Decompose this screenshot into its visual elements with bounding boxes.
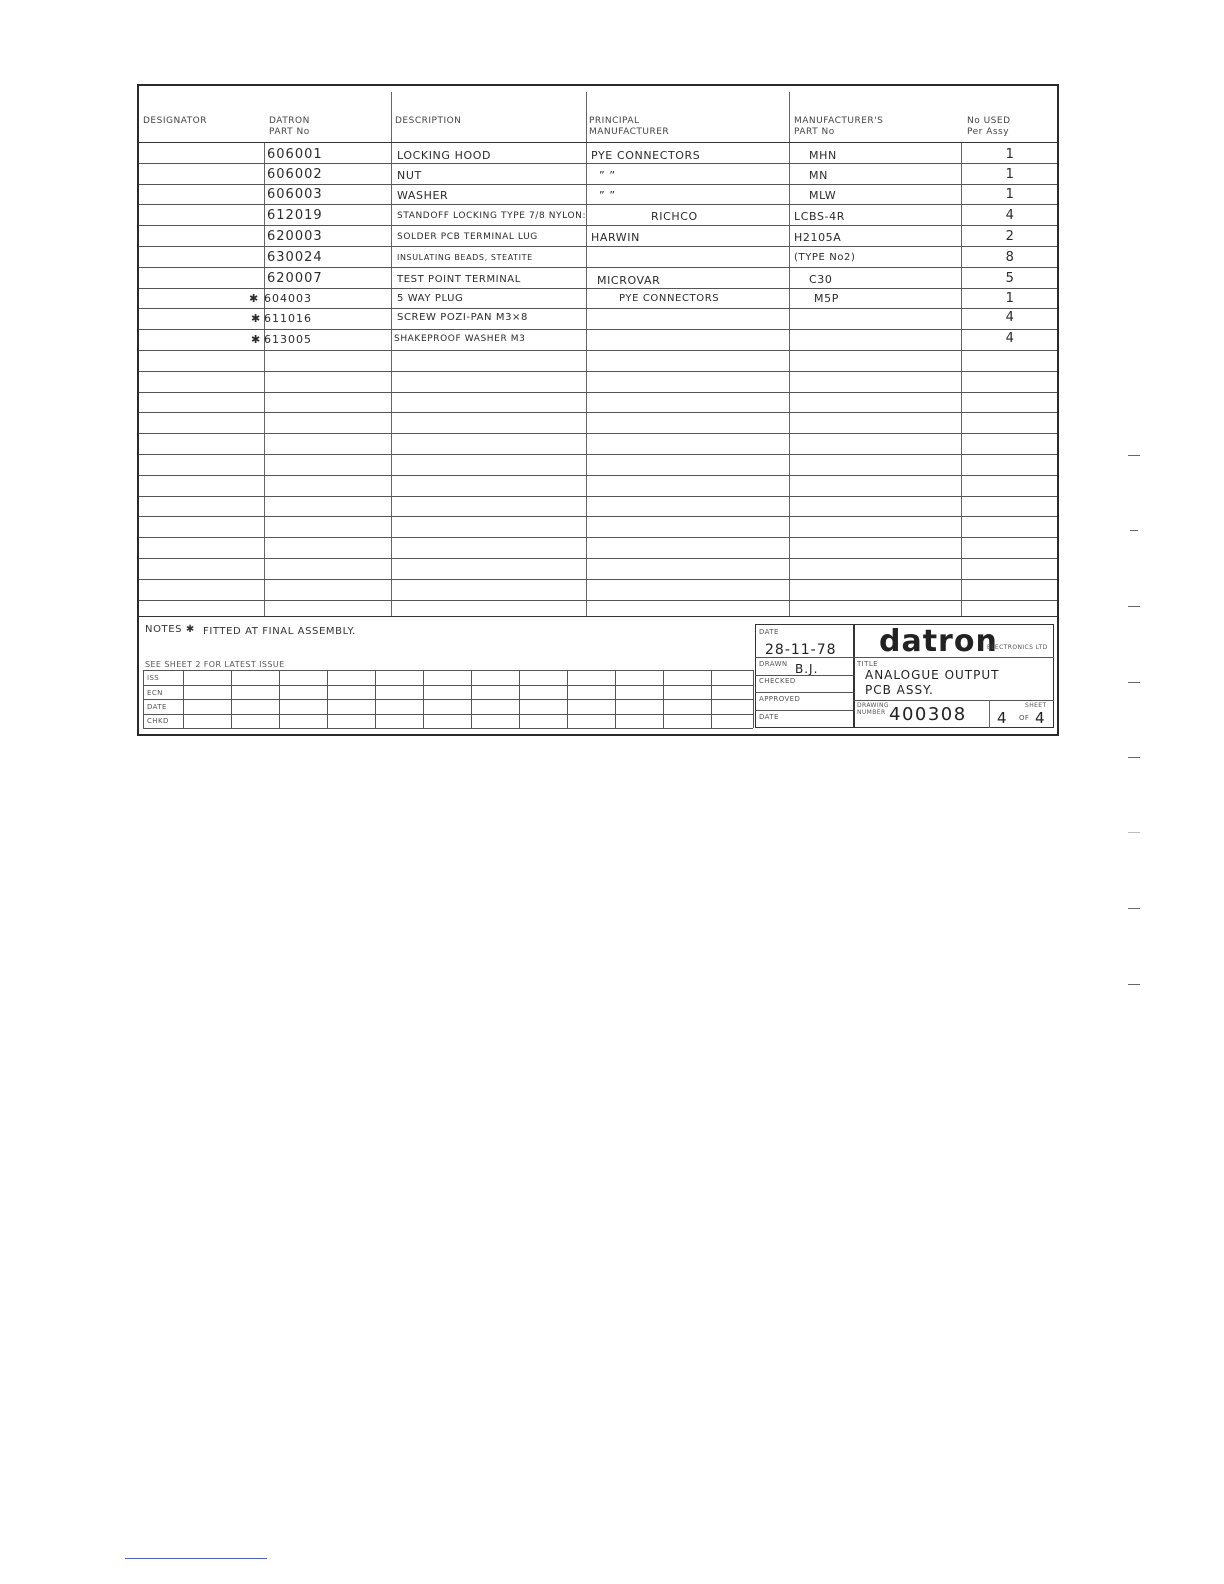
manufacturer-part-no: MN [809,169,828,182]
rev-label-date: DATE [147,703,167,711]
sheet-of: OF [1019,714,1030,722]
rev-grid-vline [423,670,424,728]
margin-tick [1128,682,1140,683]
designator-star: ✱ [251,312,261,325]
rev-grid-vline [615,670,616,728]
drawing-title-line1: ANALOGUE OUTPUT [865,668,1000,682]
date2-label: DATE [759,713,779,721]
part-description: INSULATING BEADS, STEATITE [397,253,533,262]
quantity-used: 4 [1005,331,1015,346]
datron-part-no: 606001 [267,147,323,162]
table-row-rule [139,475,1057,476]
table-row-rule [139,246,1057,247]
designator-star: ✱ [249,292,259,305]
quantity-used: 1 [1005,187,1015,202]
table-row-rule [139,579,1057,580]
header-designator: DESIGNATOR [143,116,207,126]
datron-part-no: 612019 [267,208,323,223]
datron-part-no: 613005 [264,333,312,346]
table-row-rule [139,537,1057,538]
rev-grid-hline [143,728,753,729]
datron-part-no: 630024 [267,250,323,265]
datron-part-no: 606003 [267,187,323,202]
quantity-used: 4 [1005,310,1015,325]
datron-part-no: 611016 [264,312,312,325]
logo-subtitle: ELECTRONICS LTD [987,644,1048,651]
part-description: SCREW POZI-PAN M3×8 [397,312,528,323]
manufacturer-part-no: (TYPE No2) [794,252,856,263]
quantity-used: 2 [1005,229,1015,244]
header-description: DESCRIPTION [395,116,462,126]
margin-tick [1128,832,1140,833]
quantity-used: 1 [1005,147,1015,162]
datron-part-no: 620007 [267,271,323,286]
principal-manufacturer: MICROVAR [597,274,661,287]
designator-star: ✱ [251,333,261,346]
quantity-used: 5 [1005,271,1015,286]
principal-manufacturer: PYE CONNECTORS [619,293,720,304]
principal-manufacturer: ” ” [599,189,616,202]
rev-grid-vline [279,670,280,728]
table-row-rule [139,350,1057,351]
title-block-divider [755,710,855,711]
margin-tick [1128,757,1140,758]
part-description: WASHER [397,189,449,202]
principal-manufacturer: PYE CONNECTORS [591,149,701,162]
rev-label-chkd: CHKD [147,717,169,725]
header-principal-manufacturer: PRINCIPAL MANUFACTURER [589,116,670,137]
table-row-rule [139,433,1057,434]
rev-grid-vline [231,670,232,728]
margin-tick [1128,908,1140,909]
datron-logo: datron [879,624,998,659]
revision-grid [143,670,753,730]
sheet-label: SHEET [1025,702,1047,709]
table-row-rule [139,516,1057,517]
drawing-title-line2: PCB ASSY. [865,683,934,697]
table-row-rule [139,454,1057,455]
quantity-used: 1 [1005,167,1015,182]
margin-tick [1128,984,1140,985]
rev-grid-hline [143,670,753,671]
header-manufacturer-part: MANUFACTURER'S PART No [794,116,884,137]
table-row-rule [139,267,1057,268]
sheet-total: 4 [1035,709,1046,727]
notes-label: NOTES ✱ [145,624,195,635]
header-rule [139,142,1057,143]
quantity-used: 4 [1005,208,1015,223]
title-block-divider [853,657,1054,658]
drawing-number-label: DRAWING NUMBER [857,702,889,716]
part-description: SOLDER PCB TERMINAL LUG [397,232,538,242]
table-row-rule [139,329,1057,330]
datron-part-no: 604003 [264,292,312,305]
manufacturer-part-no: LCBS-4R [794,210,845,223]
datron-part-no: 620003 [267,229,323,244]
rev-grid-vline [471,670,472,728]
part-description: 5 WAY PLUG [397,293,464,304]
rev-grid-vline [567,670,568,728]
manufacturer-part-no: C30 [809,273,833,286]
part-description: SHAKEPROOF WASHER M3 [394,334,526,344]
table-row-rule [139,204,1057,205]
title-block-divider [755,657,855,658]
manufacturer-part-no: H2105A [794,231,842,244]
table-row-rule [139,600,1057,601]
margin-tick [1128,455,1140,456]
rev-grid-vline [753,670,754,728]
principal-manufacturer: RICHCO [651,210,698,223]
date-label: DATE [759,628,779,636]
sheet-divider [989,700,990,728]
manufacturer-part-no: M5P [814,292,839,305]
drawn-value: B.J. [795,662,819,676]
table-row-rule [139,308,1057,309]
rev-grid-hline [143,699,753,700]
rev-grid-vline [327,670,328,728]
bottom-rule [125,1558,267,1559]
manufacturer-part-no: MLW [809,189,837,202]
sheet-number: 4 [997,709,1008,727]
approved-label: APPROVED [759,695,801,703]
drawn-label: DRAWN [759,660,788,668]
column-divider [264,142,265,616]
datron-part-no: 606002 [267,167,323,182]
rev-grid-vline [183,670,184,728]
drawing-number: 400308 [889,704,967,725]
rev-grid-vline [375,670,376,728]
part-description: NUT [397,169,422,182]
notes-text: FITTED AT FINAL ASSEMBLY. [203,626,356,637]
part-description: STANDOFF LOCKING TYPE 7/8 NYLON: [397,211,587,221]
rev-label-ecn: ECN [147,689,163,697]
principal-manufacturer: HARWIN [591,231,640,244]
title-block-divider [755,675,855,676]
rev-grid-hline [143,714,753,715]
margin-tick [1130,530,1138,531]
part-description: LOCKING HOOD [397,149,492,162]
rev-grid-vline [519,670,520,728]
quantity-used: 1 [1005,291,1015,306]
table-row-rule [139,288,1057,289]
table-bottom-rule [139,616,1057,617]
rev-grid-hline [143,685,753,686]
table-row-rule [139,558,1057,559]
part-description: TEST POINT TERMINAL [397,274,521,285]
table-row-rule [139,371,1057,372]
rev-grid-vline [663,670,664,728]
table-row-rule [139,412,1057,413]
table-row-rule [139,225,1057,226]
header-no-used: No USED Per Assy [967,116,1011,137]
rev-grid-vline [711,670,712,728]
title-label: TITLE [857,660,878,668]
date-value: 28-11-78 [765,642,837,658]
title-block-divider [853,700,1054,701]
principal-manufacturer: ” ” [599,169,616,182]
header-datron-part: DATRON PART No [269,116,310,137]
table-row-rule [139,496,1057,497]
quantity-used: 8 [1005,250,1015,265]
table-row-rule [139,392,1057,393]
title-block-divider [755,692,855,693]
table-row-rule [139,184,1057,185]
see-sheet-note: SEE SHEET 2 FOR LATEST ISSUE [145,660,285,669]
rev-grid-vline [143,670,144,728]
table-row-rule [139,163,1057,164]
checked-label: CHECKED [759,677,796,685]
margin-tick [1128,606,1140,607]
rev-label-iss: ISS [147,674,160,682]
manufacturer-part-no: MHN [809,149,837,162]
parts-list-sheet [137,84,1059,736]
